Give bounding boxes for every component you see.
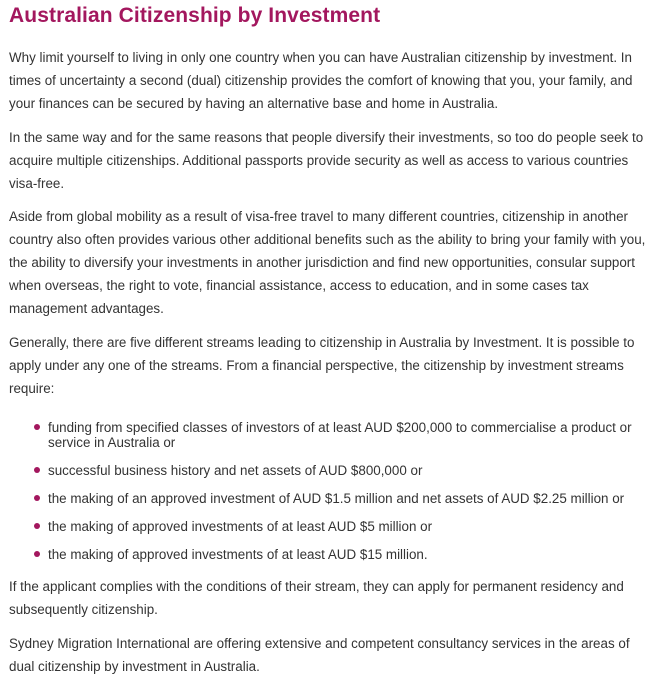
intro-paragraph: Why limit yourself to living in only one country when you can have Australian citizenship by investment. In times of uncertainty a second (dual) citizenship provides the comfort of knowing that you, your family, and your finances can be secured by having an alternative base and home in Australia. [9, 50, 633, 111]
list-item-text: the making of approved investments of at least AUD $15 million. [48, 547, 428, 562]
list-item-text: the making of approved investments of at least AUD $5 million or [48, 519, 433, 534]
list-item-text: successful business history and net assets of AUD $800,000 or [48, 463, 423, 478]
list-item [48, 519, 657, 534]
consultancy-paragraph: Sydney Migration International are offering extensive and competent consultancy services in the areas of dual citizenship by investment in Australia. [9, 636, 630, 674]
list-item [48, 547, 657, 562]
list-item [48, 420, 657, 450]
list-item-text: the making of an approved investment of AUD $1.5 million and net assets of AUD $2.25 million or [48, 491, 625, 506]
page-title: Australian Citizenship by Investment [9, 4, 381, 27]
bullet-icon [34, 467, 40, 473]
permanent-residency-paragraph: If the applicant complies with the conditions of their stream, they can apply for permanent residency and subsequently citizenship. [9, 579, 624, 617]
streams-intro-paragraph: Generally, there are five different streams leading to citizenship in Australia by Investment. It is possible to apply under any one of the streams. From a financial perspective, the citizenship by investment streams require: [9, 335, 635, 396]
streams-list [9, 420, 657, 562]
list-item [48, 491, 657, 506]
bullet-icon [34, 495, 40, 501]
diversify-paragraph: In the same way and for the same reasons that people diversify their investments, so too do people seek to acquire multiple citizenships. Additional passports provide security as well as access to various countries visa-free. [9, 130, 644, 191]
benefits-paragraph: Aside from global mobility as a result of visa-free travel to many different countries, citizenship in another country also often provides various other additional benefits such as the ability to bring your family with you, the ability to diversify your investments in another jurisdiction and find new opportunities, consular support when overseas, the right to vote, financial assistance, access to education, and in some cases tax management advantages. [9, 209, 646, 316]
list-item [48, 463, 657, 478]
list-item-text: funding from specified classes of investors of at least AUD $200,000 to commercialise a product or service in Australia or [48, 420, 632, 450]
bullet-icon [34, 551, 40, 557]
bullet-icon [34, 424, 40, 430]
bullet-icon [34, 523, 40, 529]
